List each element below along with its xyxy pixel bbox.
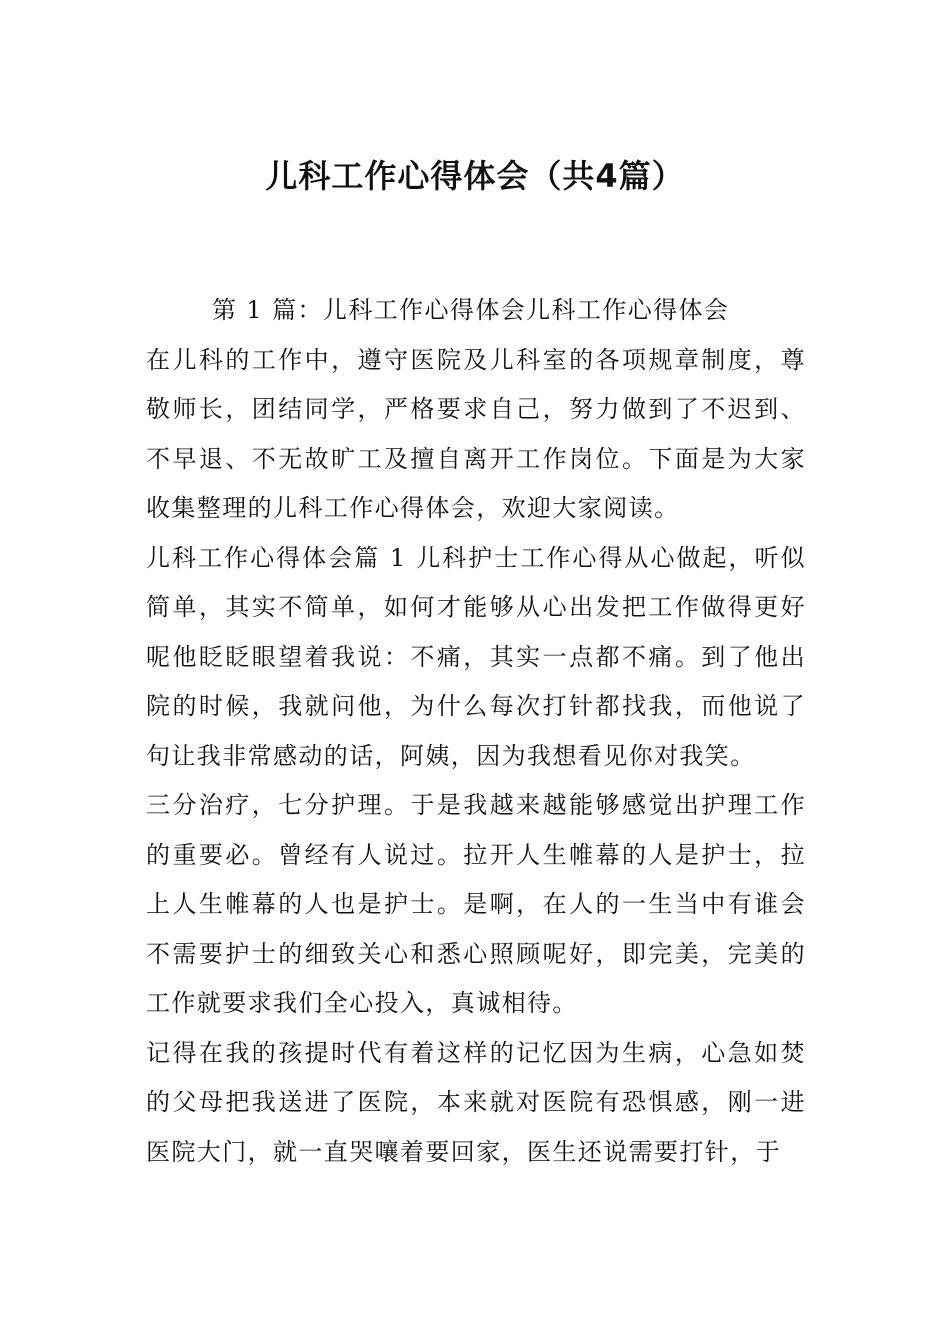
paragraph: 记得在我的孩提时代有着这样的记忆因为生病，心急如焚的父母把我送进了医院，本来就对医院有恐惧感，刚一进医院大门，就一直哭嚷着要回家，医生还说需要打针，于 [146, 1038, 806, 1166]
paragraph: 儿科工作心得体会篇 1 儿科护士工作心得从心做起，听似简单，其实不简单，如何才能够从心出发把工作做得更好呢他眨眨眼望着我说：不痛，其实一点都不痛。到了他出院的时候，我就问他，为什么每次打针都找我，而他说了句让我非常感动的话，阿姨，因为我想看见你对我笑。 [146, 543, 806, 770]
chapter-heading: 第 1 篇：儿科工作心得体会儿科工作心得体会 [212, 296, 730, 324]
paragraph: 在儿科的工作中，遵守医院及儿科室的各项规章制度，尊敬师长，团结同学，严格要求自己，努力做到了不迟到、不早退、不无故旷工及擅自离开工作岗位。下面是为大家收集整理的儿科工作心得体会，欢迎大家阅读。 [146, 345, 806, 522]
document-title: 儿科工作心得体会（共4篇） [265, 157, 685, 195]
paragraph: 三分治疗，七分护理。于是我越来越能够感觉出护理工作的重要必。曾经有人说过。拉开人生帷幕的人是护士，拉上人生帷幕的人也是护士。是啊，在人的一生当中有谁会不需要护士的细致关心和悉心照顾呢好，即完美，完美的工作就要求我们全心投入，真诚相待。 [146, 791, 806, 1017]
document-body [146, 286, 806, 1177]
